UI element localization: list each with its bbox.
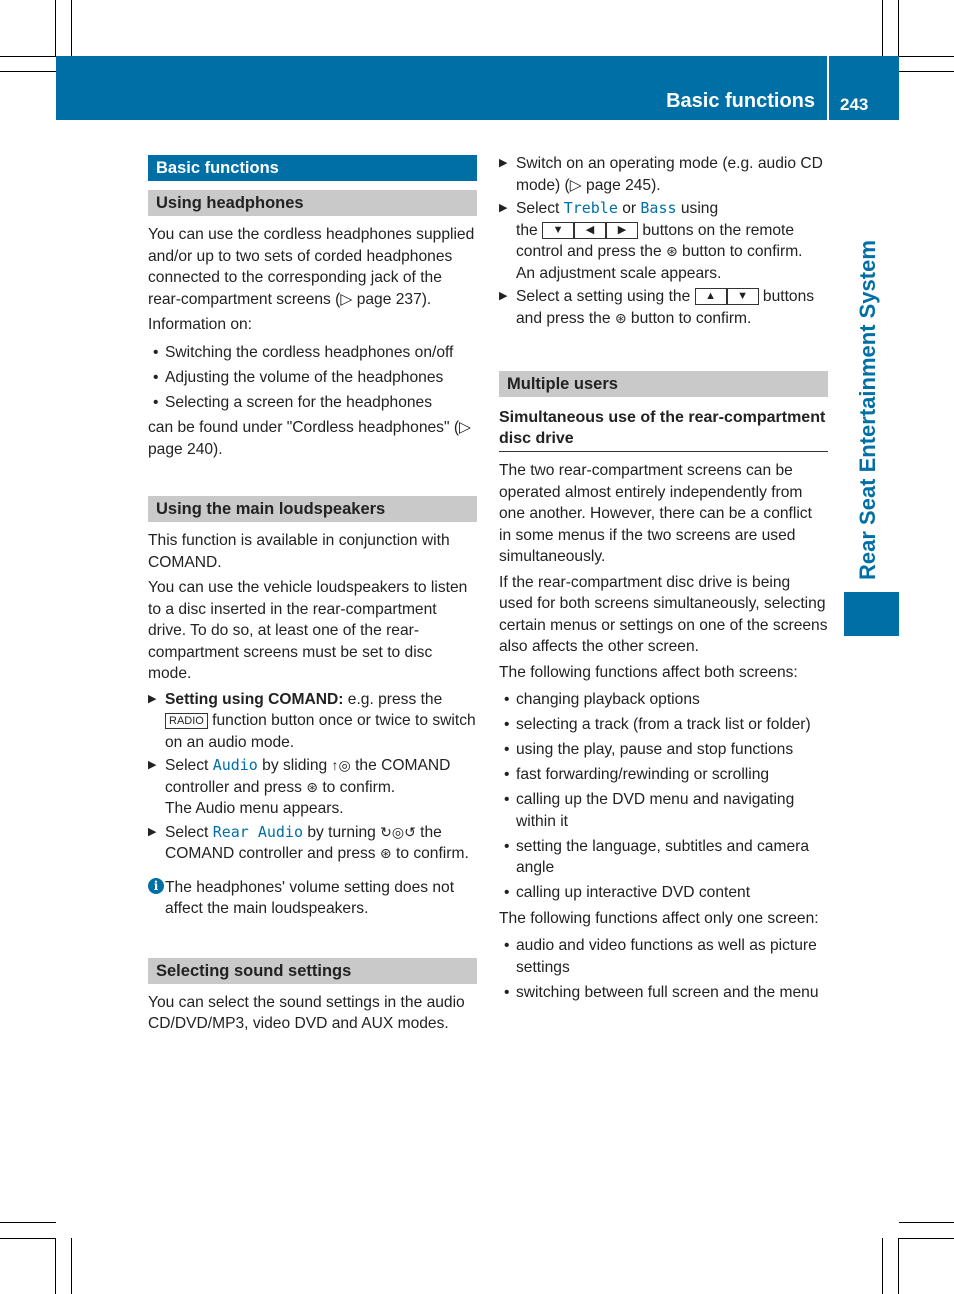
step-text: the <box>516 221 543 239</box>
step-item <box>499 286 828 329</box>
paragraph: Information on: <box>148 316 253 333</box>
step-item: ▶ Switch on an operating mode (e.g. audio CD mode) (▷ page 245). <box>499 153 828 196</box>
step-text: buttons and press the <box>516 288 815 327</box>
list-item: • switching between full screen and the menu <box>499 982 828 1004</box>
ok-button-icon: ⊛ <box>614 309 627 326</box>
paragraph: The two rear-compartment screens can be operated almost entirely independently from one another. However, there can be a conflict in some menus if the two screens are used simultaneously. <box>499 462 812 565</box>
heading-main-loudspeakers: Using the main loudspeakers <box>148 496 477 522</box>
bullet-list <box>499 689 828 904</box>
paragraph: You can use the vehicle loudspeakers to listen to a disc inserted in the rear-compartment drive. To do so, at least one of the rear-compartment screens must be set to disc mode. <box>148 579 468 682</box>
crop-mark <box>882 1238 883 1294</box>
crop-mark <box>0 71 56 72</box>
header-title: Basic functions <box>666 90 815 112</box>
crop-mark <box>55 0 56 56</box>
crop-mark <box>0 1238 56 1239</box>
info-note <box>148 877 477 920</box>
heading-multiple-users: Multiple users <box>499 371 828 397</box>
heading-using-headphones: Using headphones <box>148 190 477 216</box>
press-controller-icon: ⊛ <box>306 778 319 795</box>
step-item <box>148 689 477 754</box>
side-tab-block <box>844 592 899 636</box>
right-column <box>499 153 828 1007</box>
menu-code: Audio <box>212 756 258 774</box>
step-text: using <box>676 200 719 217</box>
list-item: • selecting a track (from a track list or folder) <box>499 714 828 736</box>
list-item: • calling up the DVD menu and navigating within it <box>499 789 828 832</box>
down-button-icon: ▼ <box>542 222 574 239</box>
step-text: Select <box>165 823 213 841</box>
crop-mark <box>55 1238 56 1294</box>
step-list <box>148 689 477 865</box>
bullet-list <box>499 935 828 1003</box>
paragraph: This function is available in conjunction with COMAND. <box>148 532 450 571</box>
page-number: 243 <box>840 95 869 114</box>
step-list <box>499 153 828 329</box>
down-button-icon: ▼ <box>727 288 759 305</box>
step-item <box>148 755 477 820</box>
info-text: The headphones' volume setting does not affect the main loudspeakers. <box>165 878 455 917</box>
side-tab-label: Rear Seat Entertainment System <box>855 240 880 580</box>
list-item: • changing playback options <box>499 689 828 711</box>
crop-mark <box>71 0 72 56</box>
section-title: Basic functions <box>148 155 477 181</box>
list-item: • Switching the cordless headphones on/off <box>148 342 477 364</box>
crop-mark <box>899 1238 954 1239</box>
paragraph: The following functions affect both screens: <box>499 663 798 681</box>
heading-sound-settings: Selecting sound settings <box>148 958 477 984</box>
step-text: Select a setting using the <box>516 288 695 305</box>
paragraph: can be found under "Cordless headphones" (▷ page 240). <box>148 419 472 458</box>
list-item: • setting the language, subtitles and camera angle <box>499 836 828 879</box>
press-controller-icon: ⊛ <box>379 845 392 861</box>
paragraph: You can select the sound settings in the audio CD/DVD/MP3, video DVD and AUX modes. <box>148 993 465 1032</box>
right-button-icon: ▶ <box>606 222 638 239</box>
step-text: to confirm. <box>391 845 469 862</box>
crop-mark <box>898 0 899 56</box>
crop-mark <box>899 1222 954 1223</box>
list-item: • using the play, pause and stop functions <box>499 739 828 761</box>
step-text: by sliding <box>257 757 332 774</box>
left-button-icon: ◀ <box>574 222 606 239</box>
step-text: by turning <box>303 823 381 841</box>
list-item: • Selecting a screen for the headphones <box>148 392 477 414</box>
list-item: • Adjusting the volume of the headphones <box>148 367 477 389</box>
slide-controller-icon: ↑◎ <box>331 757 351 773</box>
step-text: the COMAND controller and press <box>165 823 442 862</box>
paragraph: You can use the cordless headphones supplied and/or up to two sets of corded headphones connected to the corresponding jack of the rear-compartment screens (▷ page 237). <box>148 226 475 308</box>
menu-code: Rear Audio <box>212 822 303 841</box>
up-button-icon: ▲ <box>695 288 727 305</box>
step-result: The Audio menu appears. <box>165 800 344 817</box>
crop-mark <box>0 56 56 57</box>
menu-code-bass: Bass <box>640 199 677 217</box>
turn-controller-icon: ↻◎↺ <box>380 823 416 840</box>
subheading-disc-drive: Simultaneous use of the rear-compartment disc drive <box>499 407 828 452</box>
step-text: Select <box>165 757 213 774</box>
step-text: to confirm. <box>318 778 396 796</box>
left-column <box>148 155 477 1039</box>
paragraph: The following functions affect only one screen: <box>499 909 819 927</box>
list-item: • audio and video functions as well as picture settings <box>499 935 828 978</box>
crop-mark <box>71 1238 72 1294</box>
step-text: Select <box>516 200 564 217</box>
step-text: button to confirm. <box>677 243 803 260</box>
step-text: the COMAND controller and press <box>165 757 451 796</box>
step-item <box>148 822 477 865</box>
step-text: function button once or twice to switch on an audio mode. <box>165 712 476 751</box>
crop-mark <box>0 1222 56 1223</box>
step-bold: Setting using COMAND: <box>165 690 344 708</box>
info-icon: i <box>148 878 164 894</box>
step-text: button to confirm. <box>626 309 752 327</box>
header-separator <box>827 56 829 120</box>
step-text: buttons on the remote control and press the <box>516 221 795 260</box>
crop-mark <box>899 56 954 57</box>
menu-code-treble: Treble <box>563 199 618 217</box>
crop-mark <box>882 0 883 56</box>
crop-mark <box>898 1238 899 1294</box>
bullet-list <box>148 342 477 414</box>
step-result: An adjustment scale appears. <box>516 264 722 282</box>
list-item: • fast forwarding/rewinding or scrolling <box>499 764 828 786</box>
ok-button-icon: ⊛ <box>665 243 678 259</box>
step-text: or <box>617 200 641 217</box>
paragraph: If the rear-compartment disc drive is being used for both screens simultaneously, selecting certain menus or settings on one of the screens also affects the other screen. <box>499 573 828 655</box>
crop-mark <box>899 71 954 72</box>
radio-key-icon: RADIO <box>165 713 208 729</box>
list-item: • calling up interactive DVD content <box>499 882 828 904</box>
step-item <box>499 198 828 284</box>
step-text: e.g. press the <box>343 690 443 708</box>
